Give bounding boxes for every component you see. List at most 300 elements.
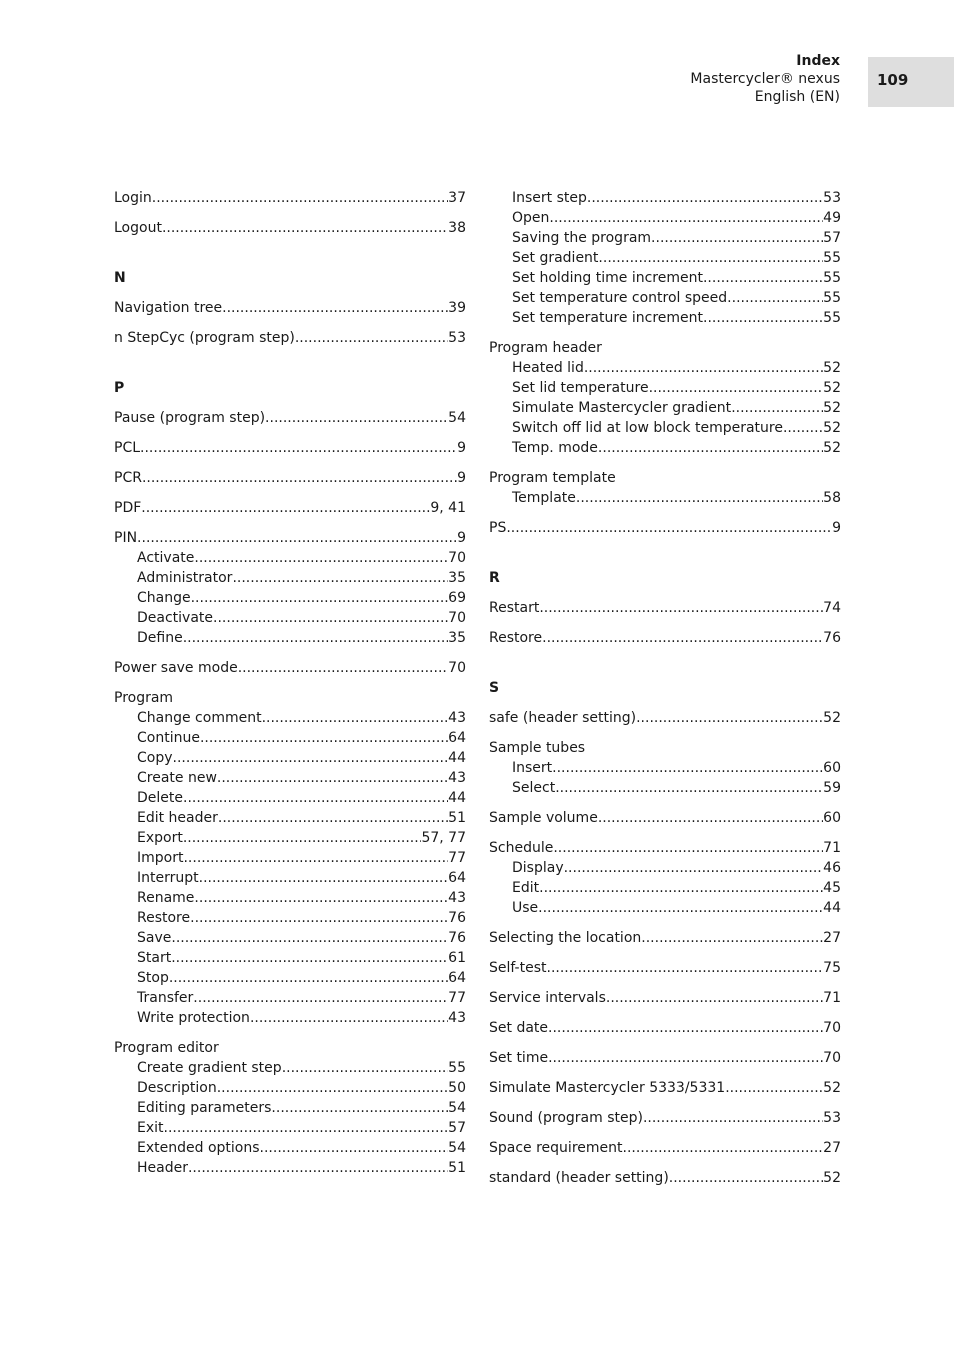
running-header: [690, 52, 840, 106]
entry-label: PCR: [114, 470, 142, 486]
entry-label: Use: [512, 900, 539, 916]
dot-leader: [547, 958, 824, 978]
page-reference: 52: [823, 710, 841, 726]
entry-label: Navigation tree: [114, 300, 223, 316]
dot-leader: [238, 658, 448, 678]
page-reference: 76: [823, 630, 841, 646]
index-entry-group: [489, 958, 841, 978]
index-entry: [489, 1108, 841, 1128]
page-reference: 52: [823, 1080, 841, 1096]
index-entry: [489, 518, 841, 538]
entry-label: Delete: [137, 790, 183, 806]
entry-label: Editing parameters: [137, 1100, 272, 1116]
index-entry-group: [114, 298, 466, 318]
dot-leader: [727, 288, 823, 308]
dot-leader: [539, 878, 823, 898]
dot-leader: [193, 988, 448, 1008]
page-reference: 64: [448, 870, 466, 886]
index-entry: [489, 928, 841, 948]
index-entry: [489, 628, 841, 648]
dot-leader: [173, 748, 449, 768]
page-reference: 9: [457, 470, 466, 486]
dot-leader: [137, 528, 457, 548]
index-subentry: [489, 358, 841, 378]
index-subentry: [114, 568, 466, 588]
page-reference: 45: [823, 880, 841, 896]
entry-label: Set lid temperature: [512, 380, 649, 396]
page-reference: 64: [448, 970, 466, 986]
dot-leader: [190, 908, 448, 928]
index-entry: [489, 1078, 841, 1098]
entry-label: Create gradient step: [137, 1060, 282, 1076]
index-entry-group: [114, 328, 466, 348]
entry-label: Rename: [137, 890, 195, 906]
index-subentry: [114, 888, 466, 908]
page-reference: 55: [823, 290, 841, 306]
entry-label: Description: [137, 1080, 217, 1096]
entry-label: Program header: [489, 340, 602, 356]
page-reference: 27: [823, 1140, 841, 1156]
index-entry-group: [114, 1038, 466, 1178]
index-entry: [114, 1038, 466, 1058]
dot-leader: [194, 548, 448, 568]
page-reference: 57: [448, 1120, 466, 1136]
page-reference: 51: [448, 810, 466, 826]
index-entry-group: [114, 528, 466, 648]
index-entry: [489, 838, 841, 858]
dot-leader: [183, 628, 448, 648]
page-reference: 76: [448, 910, 466, 926]
dot-leader: [250, 1008, 448, 1028]
dot-leader: [171, 948, 448, 968]
dot-leader: [649, 378, 824, 398]
page-reference: 75: [823, 960, 841, 976]
product-name: Mastercycler® nexus: [690, 71, 840, 87]
page-reference: 61: [448, 950, 466, 966]
dot-leader: [731, 398, 823, 418]
entry-label: Saving the program: [512, 230, 652, 246]
dot-leader: [217, 768, 448, 788]
index-entry-group: [489, 738, 841, 798]
page-reference: 77: [448, 850, 466, 866]
index-letter-heading: S: [489, 680, 500, 696]
index-entry-group: [489, 338, 841, 458]
page-number-tab: [868, 57, 954, 107]
index-subentry: [114, 1138, 466, 1158]
dot-leader: [669, 1168, 823, 1188]
page-reference: 43: [448, 1010, 466, 1026]
dot-leader: [552, 758, 823, 778]
index-subentry: [489, 188, 841, 208]
index-subentry: [489, 378, 841, 398]
page-reference: 52: [823, 360, 841, 376]
dot-leader: [651, 228, 823, 248]
page-reference: 60: [823, 810, 841, 826]
entry-label: Set temperature control speed: [512, 290, 728, 306]
page-reference: 44: [448, 790, 466, 806]
dot-leader: [506, 518, 832, 538]
index-entry: [489, 1138, 841, 1158]
dot-leader: [606, 988, 823, 1008]
page-reference: 55: [448, 1060, 466, 1076]
dot-leader: [641, 928, 823, 948]
entry-label: Header: [137, 1160, 188, 1176]
dot-leader: [564, 858, 824, 878]
entry-label: Sample tubes: [489, 740, 586, 756]
dot-leader: [643, 1108, 823, 1128]
entry-label: Change: [137, 590, 191, 606]
index-entry: [114, 328, 466, 348]
dot-leader: [199, 868, 449, 888]
entry-label: Deactivate: [137, 610, 214, 626]
dot-leader: [598, 248, 823, 268]
entry-label: Display: [512, 860, 564, 876]
page-reference: 74: [823, 600, 841, 616]
index-entry-group: [489, 598, 841, 618]
entry-label: Power save mode: [114, 660, 238, 676]
index-subentry: [489, 308, 841, 328]
entry-label: Exit: [137, 1120, 164, 1136]
index-subentry: [489, 758, 841, 778]
entry-label: Stop: [137, 970, 169, 986]
index-subentry: [114, 1058, 466, 1078]
index-entry-group: [489, 188, 841, 328]
entry-label: Schedule: [489, 840, 554, 856]
index-subentry: [114, 1158, 466, 1178]
page-reference: 46: [823, 860, 841, 876]
index-entry: [114, 188, 466, 208]
dot-leader: [295, 328, 448, 348]
dot-leader: [538, 898, 823, 918]
index-subentry: [489, 858, 841, 878]
index-entry-group: [489, 468, 841, 508]
dot-leader: [598, 808, 823, 828]
page-reference: 53: [823, 1110, 841, 1126]
entry-label: Set gradient: [512, 250, 599, 266]
index-subentry: [114, 788, 466, 808]
index-subentry: [114, 1078, 466, 1098]
dot-leader: [142, 468, 457, 488]
page-reference: 9: [457, 530, 466, 546]
dot-leader: [183, 788, 448, 808]
entry-label: Space requirement: [489, 1140, 623, 1156]
page-reference: 37: [448, 190, 466, 206]
index-subentry: [114, 988, 466, 1008]
page-number: 109: [877, 71, 909, 89]
page-reference: 35: [448, 570, 466, 586]
index-entry: [114, 468, 466, 488]
page-reference: 9, 41: [430, 500, 466, 516]
index-entry: [489, 708, 841, 728]
dot-leader: [598, 438, 823, 458]
entry-label: Start: [137, 950, 172, 966]
page-reference: 69: [448, 590, 466, 606]
entry-label: Simulate Mastercycler 5333/5331: [489, 1080, 726, 1096]
language-label: English (EN): [754, 89, 840, 105]
index-subentry: [114, 968, 466, 988]
index-entry-group: [114, 438, 466, 458]
index-entry: [489, 808, 841, 828]
entry-label: Select: [512, 780, 556, 796]
entry-label: Program editor: [114, 1040, 219, 1056]
dot-leader: [576, 488, 823, 508]
page-reference: 55: [823, 250, 841, 266]
entry-label: Open: [512, 210, 550, 226]
dot-leader: [725, 1078, 823, 1098]
index-entry-group: [114, 688, 466, 1028]
entry-label: Transfer: [137, 990, 194, 1006]
dot-leader: [213, 608, 448, 628]
entry-label: PDF: [114, 500, 142, 516]
index-entry-group: [489, 1078, 841, 1098]
dot-leader: [152, 188, 448, 208]
dot-leader: [636, 708, 823, 728]
page-reference: 71: [823, 840, 841, 856]
entry-label: Insert step: [512, 190, 587, 206]
dot-leader: [555, 778, 823, 798]
section-title: Index: [796, 53, 840, 69]
dot-leader: [191, 588, 449, 608]
entry-label: PIN: [114, 530, 138, 546]
dot-leader: [265, 408, 448, 428]
page-reference: 49: [823, 210, 841, 226]
entry-label: Simulate Mastercycler gradient: [512, 400, 732, 416]
index-subentry: [489, 898, 841, 918]
dot-leader: [183, 848, 448, 868]
page-reference: 43: [448, 710, 466, 726]
dot-leader: [282, 1058, 448, 1078]
index-subentry: [489, 418, 841, 438]
entry-label: Insert: [512, 760, 553, 776]
page-reference: 70: [823, 1020, 841, 1036]
index-subentry: [489, 268, 841, 288]
page-reference: 27: [823, 930, 841, 946]
dot-leader: [584, 358, 823, 378]
index-letter-heading: P: [114, 380, 125, 396]
index-entry-group: [489, 928, 841, 948]
page-reference: 55: [823, 270, 841, 286]
index-subentry: [114, 1118, 466, 1138]
index-entry: [114, 408, 466, 428]
entry-label: Continue: [137, 730, 200, 746]
index-entry: [489, 1048, 841, 1068]
dot-leader: [194, 888, 448, 908]
dot-leader: [260, 1138, 449, 1158]
page-reference: 35: [448, 630, 466, 646]
dot-leader: [783, 418, 823, 438]
index-subentry: [114, 708, 466, 728]
dot-leader: [188, 1158, 448, 1178]
index-subentry: [114, 948, 466, 968]
index-subentry: [489, 778, 841, 798]
entry-label: Save: [137, 930, 172, 946]
index-entry-group: [489, 808, 841, 828]
entry-label: Pause (program step): [114, 410, 266, 426]
page-reference: 44: [823, 900, 841, 916]
entry-label: Heated lid: [512, 360, 584, 376]
index-subentry: [489, 438, 841, 458]
entry-label: Set time: [489, 1050, 549, 1066]
index-subentry: [489, 248, 841, 268]
index-subentry: [114, 868, 466, 888]
index-subentry: [114, 628, 466, 648]
entry-label: Login: [114, 190, 152, 206]
dot-leader: [140, 438, 457, 458]
entry-label: Restore: [489, 630, 543, 646]
page-reference: 43: [448, 890, 466, 906]
index-entry-group: [489, 1108, 841, 1128]
entry-label: n StepCyc (program step): [114, 330, 295, 346]
dot-leader: [217, 1078, 448, 1098]
entry-label: Import: [137, 850, 184, 866]
entry-label: Selecting the location: [489, 930, 642, 946]
index-entry: [489, 958, 841, 978]
index-subentry: [489, 208, 841, 228]
page-reference: 55: [823, 310, 841, 326]
index-entry-group: [489, 708, 841, 728]
page-reference: 77: [448, 990, 466, 1006]
page-reference: 54: [448, 1140, 466, 1156]
dot-leader: [549, 208, 823, 228]
dot-leader: [164, 1118, 449, 1138]
entry-label: Copy: [137, 750, 173, 766]
index-entry-group: [489, 628, 841, 648]
dot-leader: [141, 498, 430, 518]
index-entry-group: [114, 188, 466, 208]
page-reference: 71: [823, 990, 841, 1006]
dot-leader: [553, 838, 823, 858]
page-reference: 9: [457, 440, 466, 456]
entry-label: Change comment: [137, 710, 262, 726]
index-entry-group: [489, 988, 841, 1008]
index-entry: [114, 658, 466, 678]
page-reference: 52: [823, 400, 841, 416]
index-entry-group: [489, 1168, 841, 1188]
index-subentry: [114, 828, 466, 848]
entry-label: Set temperature increment: [512, 310, 704, 326]
index-subentry: [489, 488, 841, 508]
index-entry: [114, 528, 466, 548]
entry-label: Edit header: [137, 810, 218, 826]
entry-label: Restart: [489, 600, 540, 616]
entry-label: Administrator: [137, 570, 233, 586]
index-entry-group: [489, 1018, 841, 1038]
index-entry-group: [489, 518, 841, 538]
entry-label: Activate: [137, 550, 195, 566]
index-subentry: [114, 1008, 466, 1028]
entry-label: Define: [137, 630, 183, 646]
page-reference: 52: [823, 440, 841, 456]
page-reference: 44: [448, 750, 466, 766]
index-entry: [489, 988, 841, 1008]
page-reference: 57, 77: [421, 830, 466, 846]
dot-leader: [169, 968, 448, 988]
entry-label: Set date: [489, 1020, 549, 1036]
entry-label: Service intervals: [489, 990, 606, 1006]
dot-leader: [623, 1138, 824, 1158]
page-reference: 53: [448, 330, 466, 346]
index-subentry: [114, 728, 466, 748]
dot-leader: [171, 928, 448, 948]
index-entry: [489, 338, 841, 358]
entry-label: Extended options: [137, 1140, 260, 1156]
entry-label: Write protection: [137, 1010, 250, 1026]
page-reference: 59: [823, 780, 841, 796]
page-reference: 70: [448, 660, 466, 676]
index-entry: [489, 598, 841, 618]
index-entry: [489, 1168, 841, 1188]
index-subentry: [114, 548, 466, 568]
dot-leader: [542, 628, 823, 648]
index-entry: [114, 298, 466, 318]
entry-label: Sample volume: [489, 810, 598, 826]
index-entry: [114, 498, 466, 518]
index-subentry: [114, 588, 466, 608]
page-reference: 70: [448, 550, 466, 566]
dot-leader: [262, 708, 449, 728]
index-subentry: [114, 608, 466, 628]
page-reference: 50: [448, 1080, 466, 1096]
page-reference: 52: [823, 380, 841, 396]
entry-label: safe (header setting): [489, 710, 637, 726]
index-subentry: [489, 878, 841, 898]
page-reference: 76: [448, 930, 466, 946]
index-column-right: [489, 188, 841, 1198]
index-entry: [114, 438, 466, 458]
entry-label: Export: [137, 830, 183, 846]
entry-label: Template: [512, 490, 576, 506]
dot-leader: [548, 1048, 823, 1068]
entry-label: Interrupt: [137, 870, 199, 886]
dot-leader: [200, 728, 448, 748]
dot-leader: [271, 1098, 448, 1118]
index-subentry: [114, 808, 466, 828]
index-subentry: [114, 768, 466, 788]
index-letter-heading: R: [489, 570, 500, 586]
page-reference: 52: [823, 420, 841, 436]
index-subentry: [489, 398, 841, 418]
index-subentry: [114, 1098, 466, 1118]
index-entry: [489, 1018, 841, 1038]
entry-label: Create new: [137, 770, 217, 786]
index-entry-group: [114, 218, 466, 238]
index-subentry: [114, 928, 466, 948]
page-reference: 70: [448, 610, 466, 626]
entry-label: Sound (program step): [489, 1110, 643, 1126]
page-reference: 52: [823, 1170, 841, 1186]
index-entry-group: [114, 498, 466, 518]
index-subentry: [114, 908, 466, 928]
dot-leader: [548, 1018, 823, 1038]
entry-label: Logout: [114, 220, 162, 236]
index-entry-group: [489, 1048, 841, 1068]
entry-label: PCL: [114, 440, 141, 456]
index-entry-group: [114, 468, 466, 488]
page-reference: 58: [823, 490, 841, 506]
dot-leader: [232, 568, 448, 588]
page-reference: 38: [448, 220, 466, 236]
index-entry: [489, 468, 841, 488]
dot-leader: [703, 308, 823, 328]
entry-label: Temp. mode: [512, 440, 598, 456]
page-reference: 64: [448, 730, 466, 746]
index-entry-group: [489, 838, 841, 918]
index-entry: [114, 218, 466, 238]
page-reference: 60: [823, 760, 841, 776]
dot-leader: [703, 268, 823, 288]
entry-label: PS: [489, 520, 507, 536]
entry-label: Edit: [512, 880, 540, 896]
